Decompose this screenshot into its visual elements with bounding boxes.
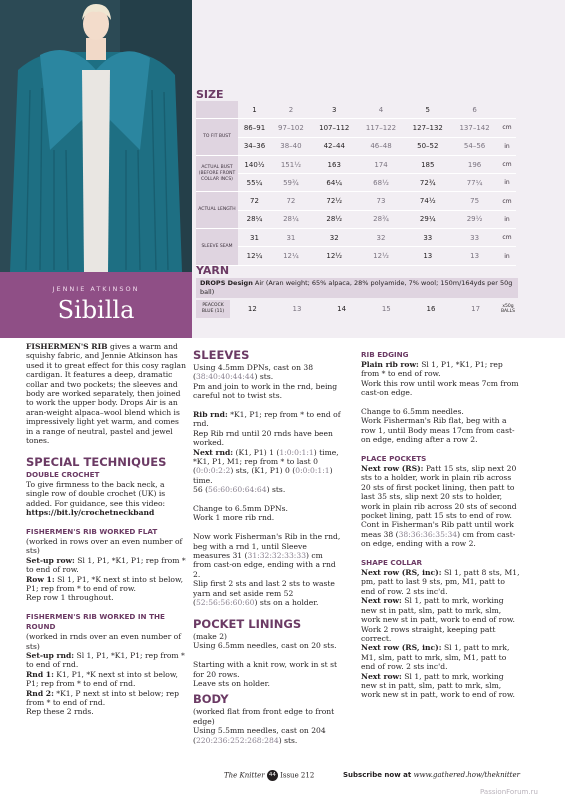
unit-label: x50g BALLS bbox=[500, 303, 516, 314]
size-number: 4 bbox=[358, 101, 405, 119]
table-cell: 117–122 bbox=[358, 119, 405, 137]
table-cell: 74½ bbox=[404, 192, 451, 210]
table-cell: 86–91 bbox=[238, 119, 271, 137]
table-cell: 13 bbox=[451, 247, 498, 265]
table-cell: 29½ bbox=[451, 210, 498, 228]
table-cell: 196 bbox=[451, 155, 498, 173]
size-number: 2 bbox=[271, 101, 311, 119]
magazine-name: The Knitter bbox=[224, 771, 265, 780]
table-cell: 42–44 bbox=[311, 137, 358, 155]
row-label: ACTUAL BUST (BEFORE FRONT COLLAR INCS) bbox=[196, 155, 238, 192]
paragraph: (make 2) bbox=[193, 631, 227, 641]
table-cell: 68½ bbox=[358, 174, 405, 192]
dc-heading: DOUBLE CROCHET bbox=[26, 469, 100, 479]
rib-edging-heading: RIB EDGING bbox=[361, 350, 409, 359]
row-label: ACTUAL LENGTH bbox=[196, 192, 238, 229]
table-cell: 12½ bbox=[358, 247, 405, 265]
paragraph: Change to 6.5mm DPNs. bbox=[193, 504, 288, 514]
table-cell: 185 bbox=[404, 155, 451, 173]
table-cell: 31 bbox=[238, 229, 271, 247]
table-cell: 12¼ bbox=[238, 247, 271, 265]
paragraph: (worked in rnds over an even number of sts) bbox=[26, 632, 182, 651]
paragraph: Next row: Sl 1, patt to mrk, working new st in patt, slm, patt to mrk, slm, work new st in patt, work to end of row. bbox=[361, 671, 515, 700]
size-number: 6 bbox=[451, 101, 498, 119]
table-cell: 31 bbox=[271, 229, 311, 247]
paragraph: Work 1 more rib rnd. bbox=[193, 513, 275, 523]
column-1 bbox=[26, 342, 186, 717]
unit-label: cm bbox=[498, 192, 516, 210]
paragraph: Set-up row: Sl 1, P1, *K1, P1; rep from * to end of row. bbox=[26, 555, 186, 575]
table-cell: 12¼ bbox=[271, 247, 311, 265]
table-cell: 163 bbox=[311, 155, 358, 173]
table-cell: 54–56 bbox=[451, 137, 498, 155]
table-cell: 28¾ bbox=[358, 210, 405, 228]
table-cell: 72½ bbox=[311, 192, 358, 210]
table-cell: 72¾ bbox=[404, 174, 451, 192]
round-rib-heading: FISHERMEN'S RIB WORKED IN THE ROUND bbox=[26, 612, 165, 632]
paragraph: (worked flat from front edge to front edge) bbox=[193, 707, 335, 726]
paragraph: Work 2 rows straight, keeping patt correct. bbox=[361, 624, 496, 643]
footer-subscribe[interactable]: Subscribe now at www.gathered.how/theknitter bbox=[343, 771, 520, 779]
table-cell: 28¼ bbox=[271, 210, 311, 228]
pocket-linings-heading: POCKET LININGS bbox=[193, 616, 302, 631]
size-number: 5 bbox=[404, 101, 451, 119]
paragraph: Rnd 1: K1, P1, *K next st into st below, P1; rep from * to end of rnd. bbox=[26, 669, 178, 689]
paragraph: Next row (RS, inc): Sl 1, patt 8 sts, M1, pm, patt to last 9 sts, pm, M1, patt to end of row. 2 sts inc'd. bbox=[361, 568, 520, 596]
paragraph: Rep row 1 throughout. bbox=[26, 593, 114, 603]
model-photo bbox=[0, 0, 192, 272]
size-table bbox=[196, 101, 516, 266]
video-link[interactable]: https://bit.ly/crochetneckband bbox=[26, 508, 155, 518]
table-cell: 33 bbox=[451, 229, 498, 247]
table-cell: 12½ bbox=[311, 247, 358, 265]
table-cell: 29¼ bbox=[404, 210, 451, 228]
table-cell: 72 bbox=[238, 192, 271, 210]
paragraph: Rep Rib rnd until 20 rnds have been worked. bbox=[193, 428, 333, 448]
yarn-description bbox=[196, 278, 518, 298]
shape-collar-heading: SHAPE COLLAR bbox=[361, 558, 423, 568]
paragraph: Using 6.5mm needles, cast on 20 sts. bbox=[193, 641, 337, 651]
paragraph: Work Fisherman's Rib flat, beg with a row 1, until Body meas 17cm from cast-on edge, ending after a row 2. bbox=[361, 416, 515, 445]
paragraph: Leave sts on holder. bbox=[193, 678, 270, 688]
paragraph: Using 4.5mm DPNs, cast on 38 (38:40:40:44:44) sts. bbox=[193, 363, 314, 382]
yarn-desc-text: Air (Aran weight; 65% alpaca, 28% polyamide, 7% wool; 150m/164yds per 50g ball) bbox=[200, 279, 513, 296]
intro-paragraph: FISHERMEN'S RIB gives a warm and squishy fabric, and Jennie Atkinson has used it to great effect for this cosy raglan cardigan. It features a deep, dramatic collar and two pockets; the sleeves and body are worked separately, then joined to work the upper body. Drops Air is an aran-weight alpaca–wool blend which is impressively light yet warm, and comes in a range of neutral, pastel and jewel tones. bbox=[26, 342, 186, 446]
row-label: SLEEVE SEAM bbox=[196, 229, 238, 266]
paragraph: Pm and join to work in the rnd, being careful not to twist sts. bbox=[193, 381, 338, 401]
paragraph: Plain rib row: Sl 1, P1, *K1, P1; rep from * to end of row. bbox=[361, 360, 503, 379]
body-heading: BODY bbox=[193, 692, 229, 707]
paragraph: Now work Fisherman's Rib in the rnd, beg with a rnd 1, until Sleeve measures 31 (31:32:32:33:33) cm from cast-on edge, ending with a rnd 2. bbox=[193, 532, 341, 579]
paragraph: Next row: Sl 1, patt to mrk, working new st in patt, slm, patt to mrk, slm, work new st in patt, work to end of row. bbox=[361, 596, 515, 625]
table-cell: 140½ bbox=[238, 155, 271, 173]
table-cell: 174 bbox=[358, 155, 405, 173]
yarn-colour: PEACOCK BLUE (11) bbox=[196, 300, 230, 318]
paragraph: Next row (RS, inc): Sl 1, patt to mrk, M1, slm, patt to mrk, slm, M1, patt to end of row. 2 sts inc'd. bbox=[361, 643, 510, 672]
unit-label: in bbox=[498, 210, 516, 228]
flat-rib-heading: FISHERMEN'S RIB WORKED FLAT bbox=[26, 526, 158, 536]
watermark: PassionForum.ru bbox=[480, 788, 538, 796]
table-cell: 59¾ bbox=[271, 174, 311, 192]
row-label: TO FIT BUST bbox=[196, 119, 238, 156]
footer-magazine bbox=[224, 770, 314, 781]
table-cell: 46–48 bbox=[358, 137, 405, 155]
table-cell: 64¼ bbox=[311, 174, 358, 192]
unit-label: in bbox=[498, 137, 516, 155]
table-cell: 72 bbox=[271, 192, 311, 210]
unit-label: cm bbox=[498, 229, 516, 247]
table-cell: 13 bbox=[404, 247, 451, 265]
table-cell: 137–142 bbox=[451, 119, 498, 137]
paragraph: Next rnd: (K1, P1) 1 (1:0:0:1:1) time, *K1, P1, M1; rep from * to last 0 (0:0:0:2:2) sts, (K1, P1) 0 (0:0:0:1:1) time. bbox=[193, 447, 339, 485]
table-cell: 28¼ bbox=[238, 210, 271, 228]
paragraph: Slip first 2 sts and last 2 sts to waste yarn and set aside rem 52 (52:56:56:60:60) sts on a holder. bbox=[193, 579, 335, 608]
size-number: 1 bbox=[238, 101, 271, 119]
paragraph: Rnd 2: *K1, P next st into st below; rep from * to end of rnd. bbox=[26, 688, 179, 707]
paragraph: Change to 6.5mm needles. bbox=[361, 407, 464, 417]
table-cell: 75 bbox=[451, 192, 498, 210]
table-cell: 151½ bbox=[271, 155, 311, 173]
paragraph: Next row (RS): Patt 15 sts, slip next 20 sts to a holder, work in plain rib across 20 sts of first pocket lining, then patt to last 35 sts, slip next 20 sts to holder, work in plain rib across 20 sts of second pocket lining, patt 15 sts to end of row. bbox=[361, 464, 517, 521]
table-cell: 32 bbox=[358, 229, 405, 247]
subscribe-link: www.gathered.how/theknitter bbox=[413, 771, 520, 779]
paragraph: Set-up rnd: Sl 1, P1, *K1, P1; rep from * to end of rnd. bbox=[26, 650, 185, 670]
table-cell: 13 bbox=[292, 305, 302, 313]
yarn-table bbox=[196, 300, 518, 318]
table-cell: 17 bbox=[471, 305, 481, 313]
designer-name: JENNIE ATKINSON bbox=[52, 285, 140, 293]
paragraph: Work this row until work meas 7cm from cast-on edge. bbox=[361, 378, 519, 398]
unit-label: cm bbox=[498, 119, 516, 137]
table-cell: 73 bbox=[358, 192, 405, 210]
column-3 bbox=[361, 350, 521, 700]
paragraph: To give firmness to the back neck, a single row of double crochet (UK) is added. For guidance, see this video: bbox=[26, 479, 166, 508]
table-cell: 97–102 bbox=[271, 119, 311, 137]
paragraph: Row 1: Sl 1, P1, *K next st into st below, P1; rep from * to end of row. bbox=[26, 574, 184, 593]
unit-label: in bbox=[498, 174, 516, 192]
paragraph: (worked in rows over an even number of sts) bbox=[26, 536, 183, 556]
column-2 bbox=[193, 348, 343, 745]
table-cell: 14 bbox=[337, 305, 347, 313]
issue-number: Issue 212 bbox=[280, 771, 315, 780]
unit-label: cm bbox=[498, 155, 516, 173]
table-cell: 107–112 bbox=[311, 119, 358, 137]
table-cell: 12 bbox=[247, 305, 257, 313]
unit-label: in bbox=[498, 247, 516, 265]
paragraph: Starting with a knit row, work in st st for 20 rows. bbox=[193, 660, 338, 679]
table-cell: 77¼ bbox=[451, 174, 498, 192]
place-pockets-heading: PLACE POCKETS bbox=[361, 454, 427, 464]
paragraph: 56 (56:60:60:64:64) sts. bbox=[193, 485, 286, 495]
table-cell: 33 bbox=[404, 229, 451, 247]
title-band bbox=[0, 272, 192, 338]
table-cell: 50–52 bbox=[404, 137, 451, 155]
pattern-title: Sibilla bbox=[57, 296, 135, 324]
paragraph: Cont in Fisherman's Rib patt until work meas 38 (38:36:36:35:34) cm from cast-on edge, ending with a row 2. bbox=[361, 520, 516, 549]
paragraph: Using 5.5mm needles, cast on 204 (220:236:252:268:284) sts. bbox=[193, 726, 326, 745]
size-heading: SIZE bbox=[196, 88, 224, 101]
table-cell: 38–40 bbox=[271, 137, 311, 155]
table-cell: 32 bbox=[311, 229, 358, 247]
page-number: 44 bbox=[267, 770, 278, 781]
sleeves-heading: SLEEVES bbox=[193, 348, 250, 362]
paragraph: Rib rnd: *K1, P1; rep from * to end of rnd. bbox=[193, 410, 341, 429]
table-cell: 28½ bbox=[311, 210, 358, 228]
table-cell: 127–132 bbox=[404, 119, 451, 137]
table-cell: 16 bbox=[426, 305, 436, 313]
paragraph: Rep these 2 rnds. bbox=[26, 707, 94, 717]
table-cell: 34–36 bbox=[238, 137, 271, 155]
yarn-brand: DROPS Design bbox=[200, 279, 253, 287]
table-cell: 55¼ bbox=[238, 174, 271, 192]
yarn-heading: YARN bbox=[196, 264, 230, 277]
size-number: 3 bbox=[311, 101, 358, 119]
techniques-heading: SPECIAL TECHNIQUES bbox=[26, 454, 167, 469]
table-cell: 15 bbox=[381, 305, 391, 313]
